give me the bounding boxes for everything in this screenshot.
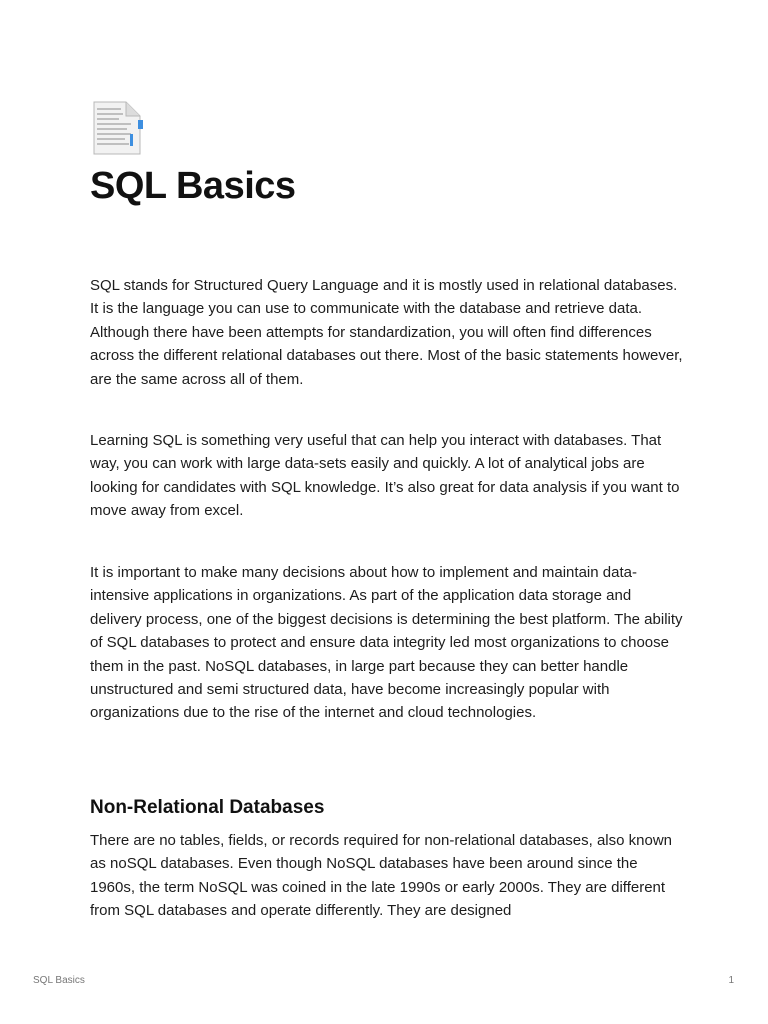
footer-document-title: SQL Basics — [33, 975, 85, 986]
document-icon — [90, 100, 144, 156]
footer-page-number: 1 — [728, 975, 734, 986]
paragraph-non-relational: There are no tables, fields, or records required for non-relational databases, also known as noSQL databases. Even though NoSQL databases have been around since the 1960s, the term NoSQL was coined in the late 1990s or early 2000s. They are different from SQL databases and operate differently. They are designed — [90, 832, 672, 920]
paragraph-intro: SQL stands for Structured Query Language and it is mostly used in relational databases. It is the language you can use to communicate with the database and retrieve data. Although there have been attempts for standardization, you will often find differences across the different relational databases out there. Most of the basic statements however, are the same across all of them. — [90, 277, 683, 388]
section-heading: Non-Relational Databases — [90, 797, 325, 818]
paragraph-decisions: It is important to make many decisions about how to implement and maintain data-intensive applications in organizations. As part of the application data storage and delivery process, one of the biggest decisions is determining the best platform. The ability of SQL databases to protect and ensure data integrity led most organizations to choose them in the past. NoSQL databases, in large part because they can better handle unstructured and semi structured data, have become increasingly popular with organizations due to the rise of the internet and cloud technologies. — [90, 564, 683, 722]
page-title: SQL Basics — [90, 165, 296, 207]
paragraph-learning: Learning SQL is something very useful that can help you interact with databases. That way, you can work with large data-sets easily and quickly. A lot of analytical jobs are looking for candidates with SQL knowledge. It’s also great for data analysis if you want to move away from excel. — [90, 432, 680, 520]
